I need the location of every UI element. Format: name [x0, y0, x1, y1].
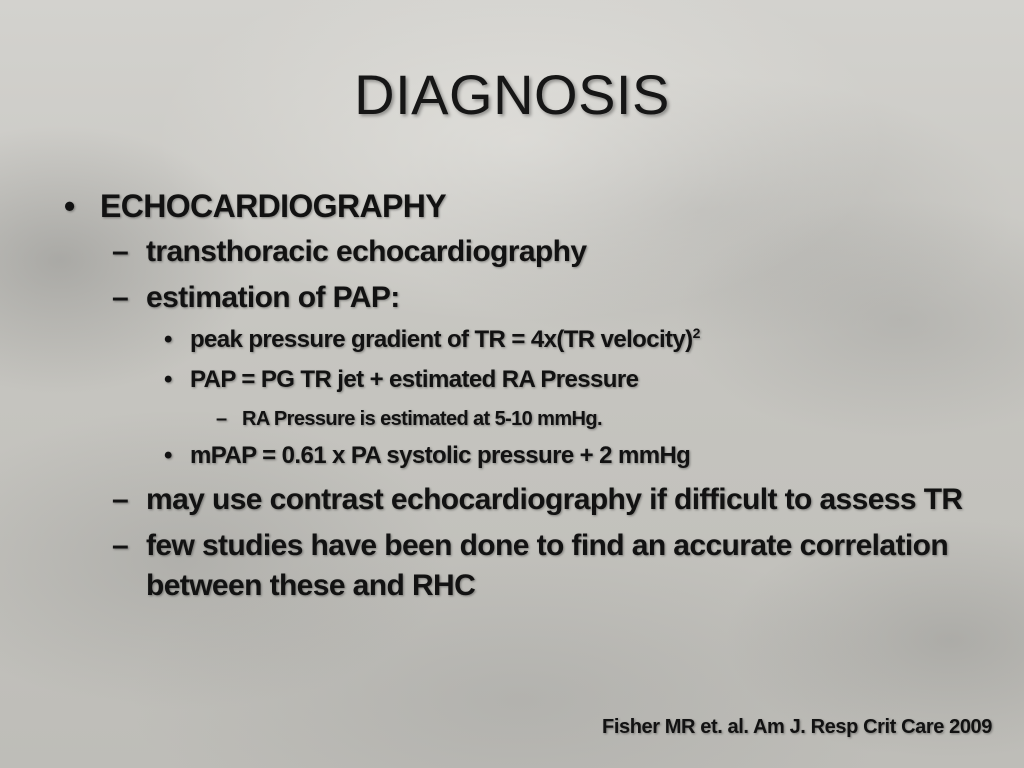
- bullet-text: mPAP = 0.61 x PA systolic pressure + 2 mmHg: [190, 442, 691, 469]
- bullet-text: ECHOCARDIOGRAPHY: [100, 188, 446, 224]
- bullet-text: PAP = PG TR jet + estimated RA Pressure: [190, 366, 639, 393]
- bullet-level4-ra-pressure: [216, 404, 980, 434]
- citation: Fisher MR et. al. Am J. Resp Crit Care 2009: [602, 716, 992, 738]
- bullet-dash-icon: –: [112, 483, 129, 516]
- bullet-text: transthoracic echocardiography: [146, 235, 587, 268]
- bullet-dash-icon: –: [112, 235, 129, 268]
- bullet-level1-echocardiography: [60, 184, 980, 228]
- bullet-level3-mpap-formula: [164, 440, 980, 472]
- bullet-level3-peak-gradient: [164, 324, 980, 356]
- bullet-dot-icon: •: [64, 188, 75, 224]
- bullet-dot-icon: •: [164, 442, 172, 469]
- bullet-dash-icon: –: [112, 281, 129, 314]
- bullet-dash-icon: –: [112, 529, 129, 562]
- bullet-level3-pap-formula: [164, 364, 980, 396]
- bullet-level2-contrast-echo: [112, 480, 980, 520]
- bullet-text: few studies have been done to find an accurate correlation between these and RHC: [146, 529, 949, 602]
- bullet-dash-icon: –: [216, 408, 227, 430]
- slide-title: DIAGNOSIS: [354, 63, 670, 126]
- bullet-list: [60, 184, 980, 612]
- bullet-level2-few-studies: [112, 526, 980, 606]
- bullet-dot-icon: •: [164, 326, 172, 353]
- bullet-level2-estimation-pap: [112, 278, 980, 318]
- bullet-text: estimation of PAP:: [146, 281, 400, 314]
- bullet-level2-transthoracic: [112, 232, 980, 272]
- bullet-dot-icon: •: [164, 366, 172, 393]
- bullet-text: may use contrast echocardiography if difficult to assess TR: [146, 483, 963, 516]
- bullet-text: peak pressure gradient of TR = 4x(TR velocity): [190, 326, 693, 353]
- superscript: 2: [692, 325, 700, 341]
- bullet-text: RA Pressure is estimated at 5-10 mmHg.: [242, 408, 602, 430]
